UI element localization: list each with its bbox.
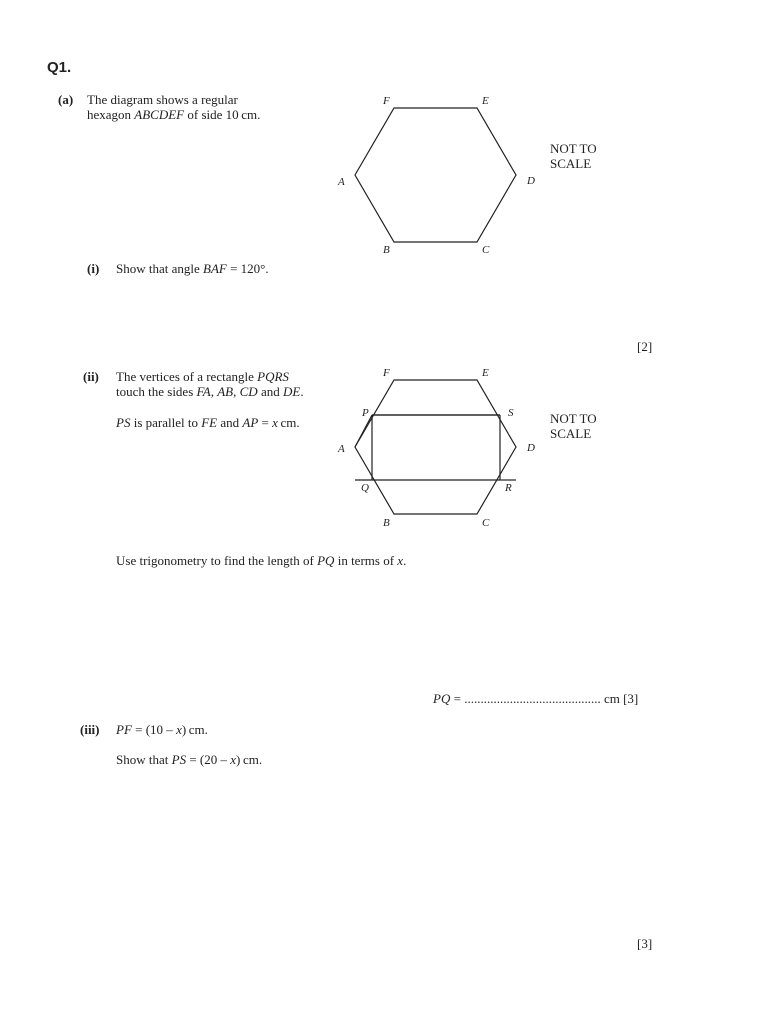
vertex-label-d: D xyxy=(527,175,535,187)
part-a-label: (a) xyxy=(58,92,74,107)
part-iii-marks: [3] xyxy=(637,936,653,951)
vertex-label-b: B xyxy=(383,244,390,256)
vertex-label-e: E xyxy=(482,95,489,107)
vertex-label-r: R xyxy=(505,482,512,494)
vertex-label-f: F xyxy=(383,95,390,107)
vertex-label-p: P xyxy=(362,407,369,419)
vertex-label-a-2: A xyxy=(338,443,345,455)
part-iii-label: (iii) xyxy=(80,722,100,737)
answer-blank[interactable]: .......................................... xyxy=(464,691,601,706)
line-p-a xyxy=(355,415,372,447)
vertex-label-d-2: D xyxy=(527,442,535,454)
question-number: Q1. xyxy=(47,59,72,76)
not-to-scale-note-1: NOT TO SCALE xyxy=(550,141,597,171)
vertex-label-f-2: F xyxy=(383,367,390,379)
vertex-label-a: A xyxy=(338,176,345,188)
part-i-label: (i) xyxy=(87,261,100,276)
vertex-label-s: S xyxy=(508,407,514,419)
part-iii-line2: Show that PS = (20 – x) cm. xyxy=(116,752,263,767)
vertex-label-b-2: B xyxy=(383,517,390,529)
vertex-label-e-2: E xyxy=(482,367,489,379)
vertex-label-c: C xyxy=(482,244,490,256)
hexagon-outline-2 xyxy=(355,380,516,514)
part-ii-label: (ii) xyxy=(83,369,99,384)
part-ii-line2: touch the sides FA, AB, CD and DE. xyxy=(116,384,304,399)
part-i-marks: [2] xyxy=(637,339,653,354)
part-ii-instruction: Use trigonometry to find the length of PQ in terms of x. xyxy=(116,553,407,568)
pq-answer-line: PQ = .......................................... cm [3] xyxy=(433,691,639,706)
part-a-intro-line2: hexagon ABCDEF of side 10 cm. xyxy=(87,107,261,122)
part-ii-line1: The vertices of a rectangle PQRS xyxy=(116,369,289,384)
vertex-label-c-2: C xyxy=(482,517,490,529)
part-a-intro-line1: The diagram shows a regular xyxy=(87,92,238,107)
part-ii-line3: PS is parallel to FE and AP = x cm. xyxy=(116,415,300,430)
not-to-scale-note-2: NOT TO SCALE xyxy=(550,411,597,441)
vertex-label-q: Q xyxy=(361,482,369,494)
part-iii-line1: PF = (10 – x) cm. xyxy=(116,722,208,737)
part-i-text: Show that angle BAF = 120°. xyxy=(116,261,269,276)
